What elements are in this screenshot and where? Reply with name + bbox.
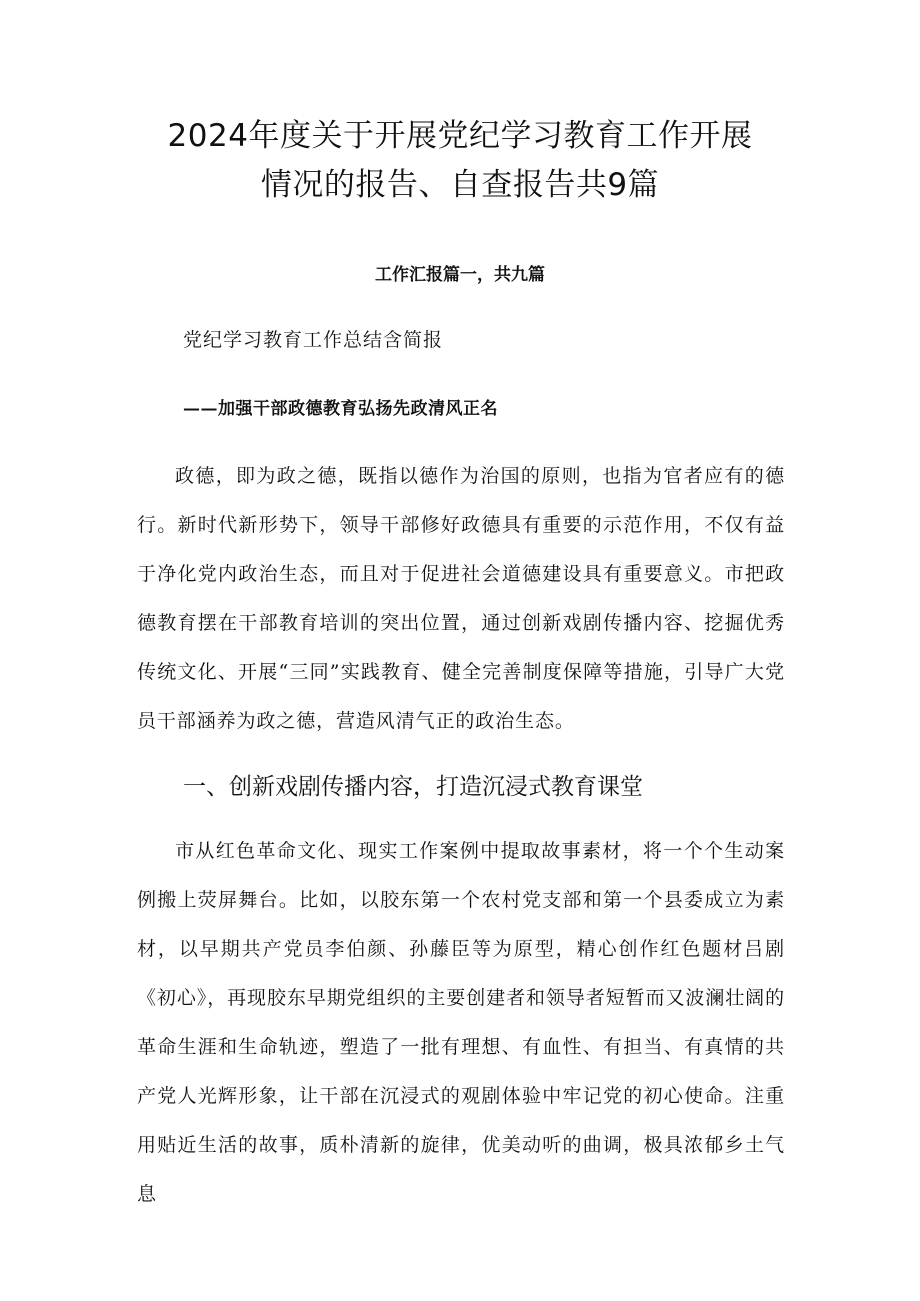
document-tagline: ——加强干部政德教育弘扬先政清风正名 xyxy=(183,399,498,419)
document-subtitle: 党纪学习教育工作总结含简报 xyxy=(183,329,444,351)
section-heading: 工作汇报篇一，共九篇 xyxy=(375,265,545,285)
body-paragraph: 市从红色革命文化、现实工作案例中提取故事素材，将一个个生动案例搬上荧屏舞台。比如，以胶东第一个农村党支部和第一个县委成立为素材，以早期共产党员李伯颜、孙藤臣等为原型，精心创作红色题材吕剧《初心》，再现胶东早期党组织的主要创建者和领导者短暂而又波澜壮阔的革命生涯和生命轨迹，塑造了一批有理想、有血性、有担当、有真情的共产党人光辉形象，让干部在沉浸式的观剧体验中牢记党的初心使命。注重用贴近生活的故事，质朴清新的旋律，优美动听的曲调，极具浓郁乡土气息 xyxy=(137,840,785,1205)
document-title-line-2: 情况的报告、自查报告共9篇 xyxy=(260,167,660,203)
document-title xyxy=(100,112,820,210)
intro-paragraph: 政德，即为政之德，既指以德作为治国的原则，也指为官者应有的德行。新时代新形势下，领导干部修好政德具有重要的示范作用，不仅有益于净化党内政治生态，而且对于促进社会道德建设具有重要意义。市把政德教育摆在干部教育培训的突出位置，通过创新戏剧传播内容、挖掘优秀传统文化、开展“三同”实践教育、健全完善制度保障等措施，引导广大党员干部涵养为政之德，营造风清气正的政治生态。 xyxy=(137,465,785,732)
document-title-line-1: 2024年度关于开展党纪学习教育工作开展 xyxy=(167,118,753,154)
chapter-heading-1: 一、创新戏剧传播内容，打造沉浸式教育课堂 xyxy=(183,774,643,800)
